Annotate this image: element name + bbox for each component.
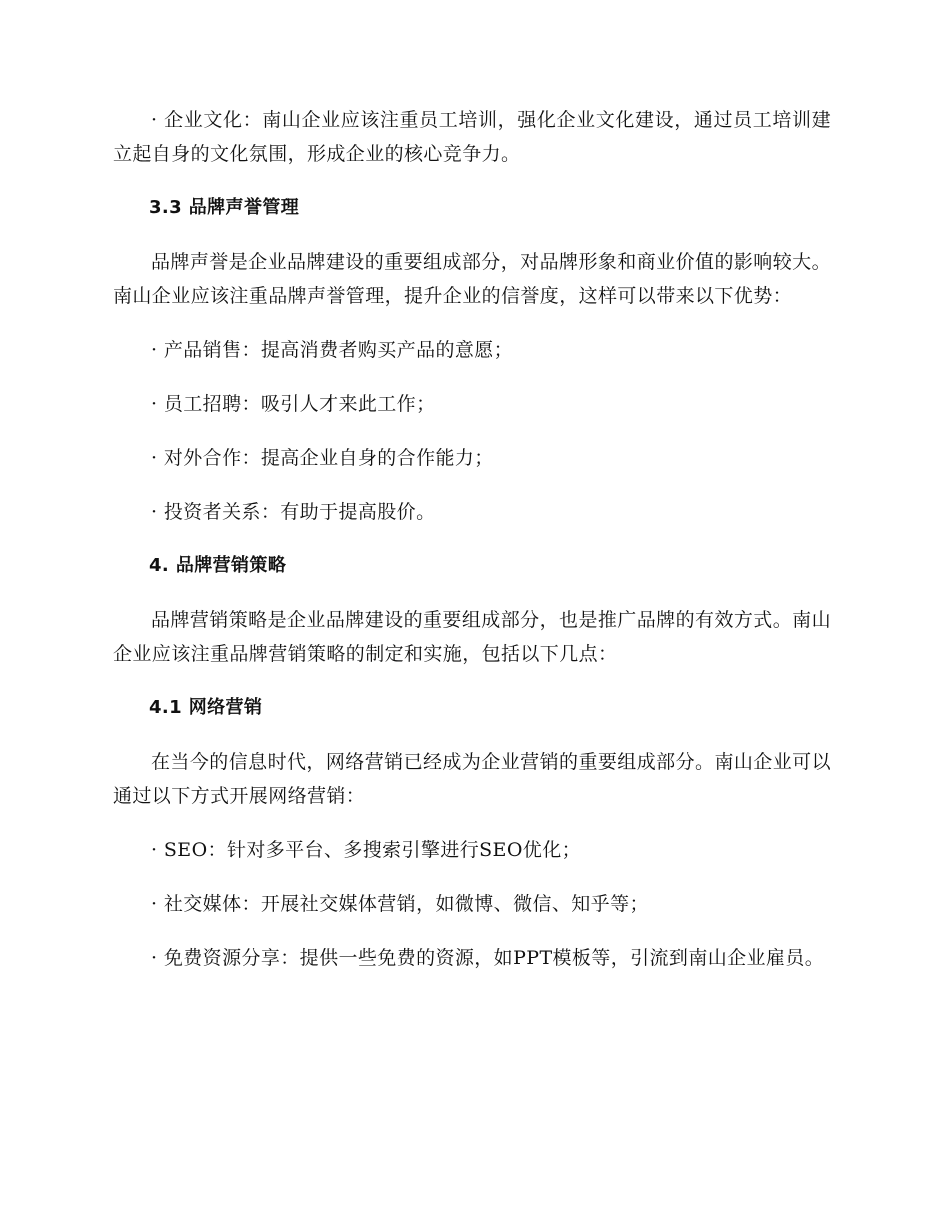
document-body (113, 103, 831, 995)
paragraph-online-marketing: 在当今的信息时代，网络营销已经成为企业营销的重要组成部分。南山企业可以通过以下方式开展网络营销： (113, 751, 831, 807)
bullet-investor-relations: · 投资者关系：有助于提高股价。 (151, 501, 436, 523)
section-heading-4: 4. 品牌营销策略 (149, 555, 287, 576)
section-heading-3-3: 3.3 品牌声誉管理 (149, 197, 300, 218)
bullet-product-sales: · 产品销售：提高消费者购买产品的意愿； (151, 339, 514, 361)
bullet-recruitment: · 员工招聘：吸引人才来此工作； (151, 393, 436, 415)
bullet-corporate-culture: · 企业文化：南山企业应该注重员工培训，强化企业文化建设，通过员工培训建立起自身的文化氛围，形成企业的核心竞争力。 (113, 109, 831, 165)
section-heading-4-1: 4.1 网络营销 (149, 697, 263, 718)
paragraph-marketing-strategy: 品牌营销策略是企业品牌建设的重要组成部分，也是推广品牌的有效方式。南山企业应该注重品牌营销策略的制定和实施，包括以下几点： (113, 609, 831, 665)
bullet-free-resources: · 免费资源分享：提供一些免费的资源，如PPT模板等，引流到南山企业雇员。 (151, 947, 825, 969)
bullet-social-media: · 社交媒体：开展社交媒体营销，如微博、微信、知乎等； (151, 893, 649, 915)
paragraph-brand-reputation: 品牌声誉是企业品牌建设的重要组成部分，对品牌形象和商业价值的影响较大。南山企业应该注重品牌声誉管理，提升企业的信誉度，这样可以带来以下优势： (113, 251, 831, 307)
bullet-seo: · SEO：针对多平台、多搜索引擎进行SEO优化； (151, 839, 582, 861)
bullet-cooperation: · 对外合作：提高企业自身的合作能力； (151, 447, 494, 469)
